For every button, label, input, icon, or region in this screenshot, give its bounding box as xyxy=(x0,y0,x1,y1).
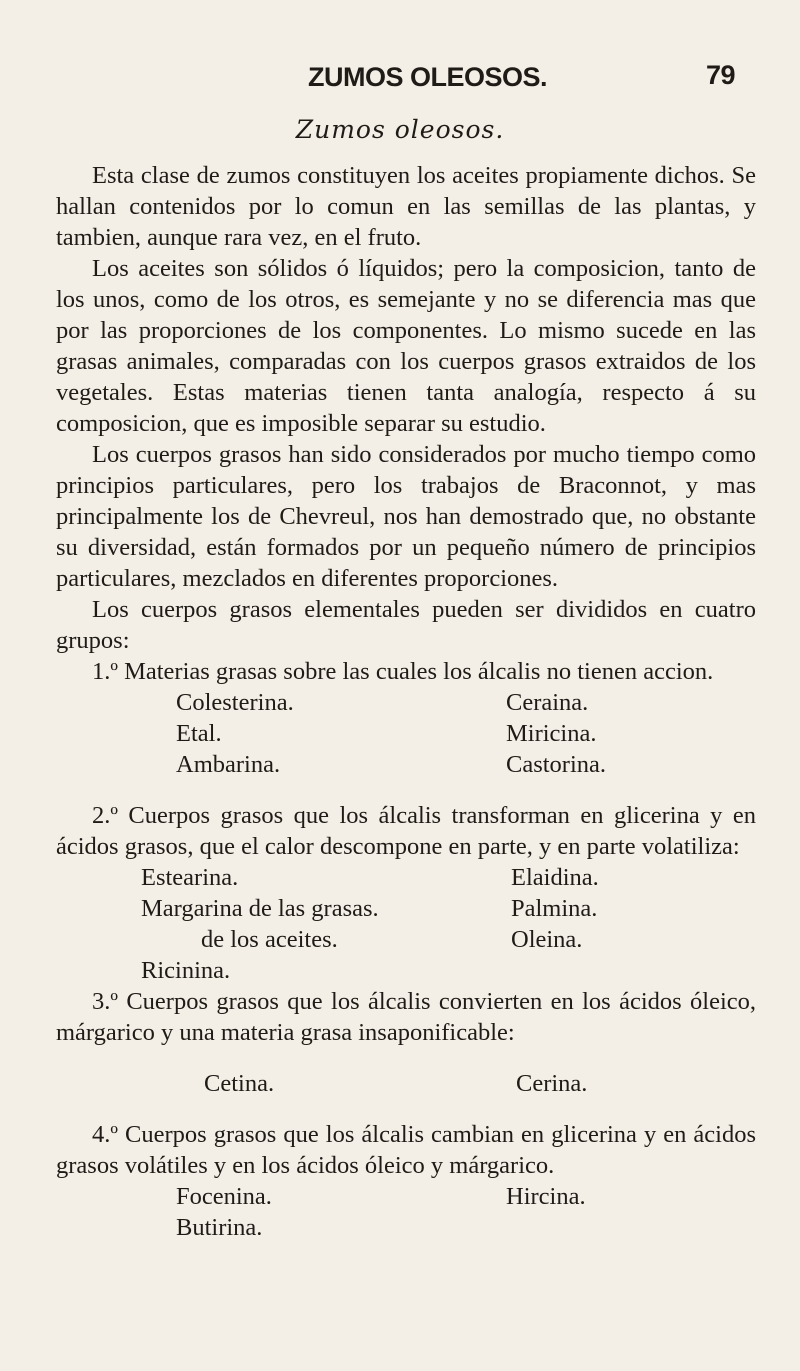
group-2-row xyxy=(56,924,756,955)
substance-name: Colesterina. xyxy=(176,689,294,716)
group-1-row xyxy=(56,749,756,780)
paragraph: Los cuerpos grasos han sido considerados por mucho tiempo como principios particulares, pero los trabajos de Braconnot, y mas principalmente los de Chevreul, nos han demostrado que, no obstante su diversidad, están formados por un pequeño número de principios particulares, mezclados en diferentes proporciones. xyxy=(56,441,756,592)
substance-name: Ceraina. xyxy=(506,689,589,716)
substance-name: Estearina. xyxy=(141,864,239,891)
group-3-heading: 3.º Cuerpos grasos que los álcalis convierten en los ácidos óleico, márgarico y una materia grasa insaponificable: xyxy=(56,988,756,1046)
page-header xyxy=(0,56,800,96)
substance-name: Elaidina. xyxy=(511,864,599,891)
substance-name: Cetina. xyxy=(204,1070,275,1097)
substance-name: Focenina. xyxy=(176,1183,272,1210)
group-2-row xyxy=(56,893,756,924)
substance-name: Etal. xyxy=(176,720,222,747)
substance-name: Castorina. xyxy=(506,751,607,778)
substance-name: Palmina. xyxy=(511,895,598,922)
group-3-row xyxy=(56,1068,756,1099)
group-2-row xyxy=(56,862,756,893)
substance-name: Hircina. xyxy=(506,1183,586,1210)
group-1-row xyxy=(56,718,756,749)
running-head: ZUMOS OLEOSOS. xyxy=(308,62,548,92)
group-2-row xyxy=(56,955,756,986)
group-2-heading: 2.º Cuerpos grasos que los álcalis transforman en glicerina y en ácidos grasos, que el calor descompone en parte, y en parte volatiliza: xyxy=(56,802,756,860)
substance-name: Cerina. xyxy=(516,1070,588,1097)
paragraph: Esta clase de zumos constituyen los aceites propiamente dichos. Se hallan contenidos por lo comun en las semillas de las plantas, y tambien, aunque rara vez, en el fruto. xyxy=(56,162,756,251)
body-text xyxy=(56,160,756,1243)
paragraph: Los aceites son sólidos ó líquidos; pero la composicion, tanto de los unos, como de los otros, es semejante y no se diferencia mas que por las proporciones de los componentes. Lo mismo sucede en las grasas animales, comparadas con los cuerpos grasos extraidos de los vegetales. Estas materias tienen tanta analogía, respecto á su composicion, que es imposible separar su estudio. xyxy=(56,255,756,437)
substance-name: Oleina. xyxy=(511,926,583,953)
paragraph: Los cuerpos grasos elementales pueden ser divididos en cuatro grupos: xyxy=(56,596,756,654)
group-4-heading: 4.º Cuerpos grasos que los álcalis cambian en glicerina y en ácidos grasos volátiles y en los ácidos óleico y márgarico. xyxy=(56,1121,756,1179)
group-4-row xyxy=(56,1181,756,1212)
substance-name: de los aceites. xyxy=(201,926,338,953)
substance-name: Ambarina. xyxy=(176,751,281,778)
section-title: Zumos oleosos. xyxy=(295,115,505,144)
substance-name: Ricinina. xyxy=(141,957,231,984)
group-1-row xyxy=(56,687,756,718)
substance-name: Margarina de las grasas. xyxy=(141,895,379,922)
page-number: 79 xyxy=(706,60,736,90)
substance-name: Butirina. xyxy=(176,1214,263,1241)
substance-name: Miricina. xyxy=(506,720,597,747)
group-4-row xyxy=(56,1212,756,1243)
group-1-heading: 1.º Materias grasas sobre las cuales los álcalis no tienen accion. xyxy=(92,658,714,685)
